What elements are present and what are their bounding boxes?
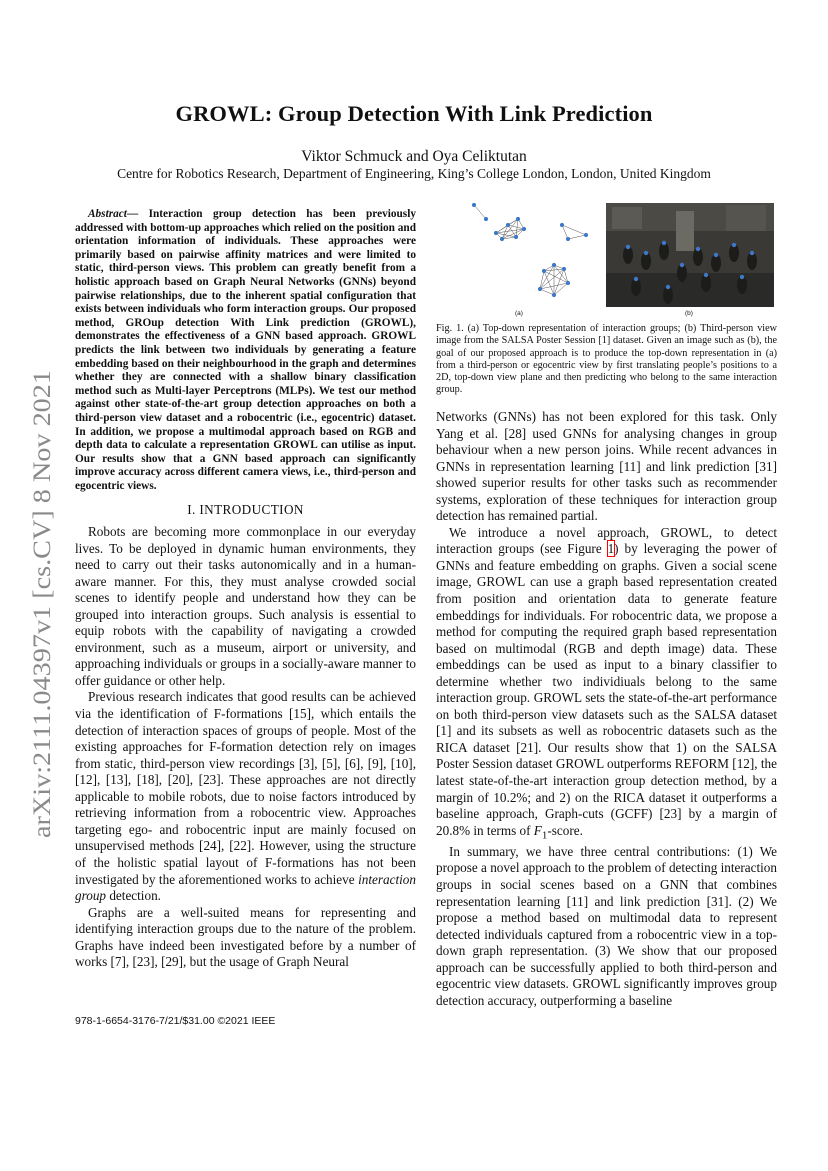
intro-paragraph-5 [436,525,777,844]
emphasis-interaction-group: interaction group [75,871,416,904]
figure-1-caption [436,323,777,397]
graph-node [494,231,498,235]
abstract-label: Abstract [88,208,127,220]
graph-node [566,281,570,285]
figure-1a-graph [436,199,600,307]
intro-paragraph-2-text: Previous research indicates that good results can be achieved via the identification of F-formations [15], which entails the detection of interaction spaces of groups of people. Most of the existing approaches for F-formation detection rely on images from static, third-person view recordings [3], [5], [6], [9], [10], [12], [13], [18], [20], [23]. These approaches are not directly applicable to mobile robots, due to noise factors introduced by retrieving information from a robocentric view. Approaches targeting ego- and robocentric input are mainly focused on unsupervised methods [24], [22]. However, using the structure of the holistic spatial layout of F-formations has not been investigated by the aforementioned works to achieve [75,689,416,887]
graph-node [506,223,510,227]
graph-edge [564,269,568,283]
graph-node [552,263,556,267]
person-position-marker [626,245,630,249]
person-position-marker [704,273,708,277]
paper-affiliation: Centre for Robotics Research, Department of Engineering, King’s College London, London, United Kingdom [117,166,711,181]
intro-paragraph-5-text-a: We introduce a novel approach, GROWL, to detect interaction groups (see Figure [436,524,777,557]
paper-title: GROWL: Group Detection With Link Prediction [175,101,653,126]
graph-edge [544,271,568,283]
interaction-graph [436,199,600,307]
intro-paragraph-3: Graphs are a well-suited means for representing and identifying interaction groups due to the nature of the problem. Graphs have indeed been investigated before by a number of works [7], [23], [29], but the usage of Graph Neural [75,904,416,970]
person-position-marker [680,263,684,267]
graph-node [522,227,526,231]
graph-node [484,217,488,221]
person-position-marker [666,285,670,289]
graph-node [542,269,546,273]
intro-paragraph-1: Robots are becoming more commonplace in our everyday lives. To be deployed in dynamic human environments, they need to carry out their tasks autonomically and in a human-aware manner. For this, they must analyse crowded social scenes to identify people and understand how they can be grouped into interaction groups. Such analysis is essential to equip robots with the capability of navigating a crowded environment, such as a museum, airport or university, and approaching individuals or groups in a socially-aware manner to offer guidance or other help. [75,524,416,688]
graph-node [566,237,570,241]
subfigure-label-a: (a) [515,310,523,317]
graph-node [552,293,556,297]
paper-authors: Viktor Schmuck and Oya Celiktutan [301,148,527,165]
person-position-marker [740,275,744,279]
figure-1-link[interactable]: 1 [607,541,615,557]
subfigure-label-b: (b) [685,310,693,317]
graph-edge [568,235,586,239]
graph-edge [540,265,554,289]
arxiv-identifier [20,368,60,838]
person-position-marker [714,253,718,257]
figure-1 [436,199,777,319]
section-heading-introduction: I. INTRODUCTION [187,502,304,518]
graph-node [562,267,566,271]
graph-node [560,223,564,227]
graph-node [516,217,520,221]
person-position-marker [750,251,754,255]
f-score-subscript: 1 [541,829,548,842]
intro-paragraph-5-text-c: -score. [547,822,583,838]
person-position-marker [644,251,648,255]
abstract-text: — Interaction group detection has been previously addressed with bottom-up approaches which relied on the position and orientation information of individuals. These approaches were primarily based on pairwise affinity matrices and were limited to static, third-person views. This problem can greatly benefit from a holistic approach based on Graph Neural Networks (GNNs) beyond pairwise relationships, due to the inherent spatial configuration that exists between individuals who form interaction groups. Our proposed method, GROup detection With Link prediction (GROWL), demonstrates the effectiveness of a GNN based approach. GROWL predicts the link between two individuals by generating a feature embedding based on their neighbourhood in the graph and determines whether they are connected with a shallow binary classification method such as Multi-layer Perceptrons (MLPs). We test our method against other state-of-the-art group detection approaches on both a third-person view dataset and a robocentric (i.e., egocentric) dataset. In addition, we propose a multimodal approach based on RGB and depth data to calculate a representation GROWL can utilise as input. Our results show that a GNN based approach can significantly improve accuracy across different camera views, i.e., third-person and egocentric views. [75,208,416,492]
f-score-symbol: F [533,822,542,838]
graph-edge [516,219,518,237]
graph-node [500,237,504,241]
intro-paragraph-6: In summary, we have three central contributions: (1) We propose a novel approach to the problem of detecting interaction groups in social scenes based on a GNN that combines representation learning [11] and link prediction [31]. (2) We propose a method based on multimodal data to represent detected individuals captured from a robocentric view in a top-down graph representation. (3) We show that our proposed approach can be successfully applied to both third-person and egocentric view datasets. GROWL significantly improves group detection accuracy, outperforming a baseline [436,843,777,1008]
arxiv-identifier-text: arXiv:2111.04397v1 [cs.CV] 8 Nov 2021 [29,423,56,838]
person-position-marker [662,241,666,245]
left-column [75,208,416,971]
figure-1-caption-text: Fig. 1. (a) Top-down representation of interaction groups; (b) Third-person view image from the SALSA Poster Session [1] dataset. Given an image such as (b), the goal of our proposed approach is to produce the top-down representation in (a) from a third-person or egocentric view by first translating people’s positions to a 2D, top-down view plane and then predicting who belong to the same interaction group. [436,323,777,396]
figure-1b-photo [606,203,774,307]
copyright-footer: 978-1-6654-3176-7/21/$31.00 ©2021 IEEE [75,1015,276,1027]
graph-node [584,233,588,237]
graph-edge [474,205,486,219]
person-position-marker [634,277,638,281]
person-position-marker [732,243,736,247]
abstract [75,208,416,493]
graph-node [538,287,542,291]
person-position-marker [696,247,700,251]
intro-paragraph-2-end: detection. [106,888,161,904]
graph-node [472,203,476,207]
salsa-scene-image [606,203,774,307]
intro-paragraph-4: Networks (GNNs) has not been explored for this task. Only Yang et al. [28] used GNNs for analysing changes in group behaviour when a new person joins. While recent advances in GNNs in representation learning [11] and link prediction [31] showed superior results for other tasks such as recommender systems, exploration of these techniques for interaction group detection has remained partial. [436,409,777,524]
intro-paragraph-2 [75,689,416,904]
graph-node [514,235,518,239]
right-column [436,409,777,1009]
intro-paragraph-5-text-b: ) by leveraging the power of GNNs and feature embedding on graphs. Given a social scene image, GROWL can use a graph based representation created from position and orientation data to generate feature embeddings for individuals. For robocentric data, we propose a method for computing the required graph based representation based on multimodal (RGB and depth image) data. These embeddings can be used as input to a binary classifier to determine whether two individiuals belong to the same interaction group. GROWL sets the state-of-the-art performance on both third-person view datasets such as the SALSA dataset [1] and its subsets as well as robocentric datasets such as the RICA dataset [21]. Our results show that 1) on the SALSA Poster Session dataset GROWL outperforms REFORM [12], the latest state-of-the-art interaction group detection method, by a margin of 10.2%; and 2) on the RICA dataset it outperforms a baseline approach, Graph-cuts (GCFF) [23] by a margin of 20.8% in terms of [436,541,777,838]
